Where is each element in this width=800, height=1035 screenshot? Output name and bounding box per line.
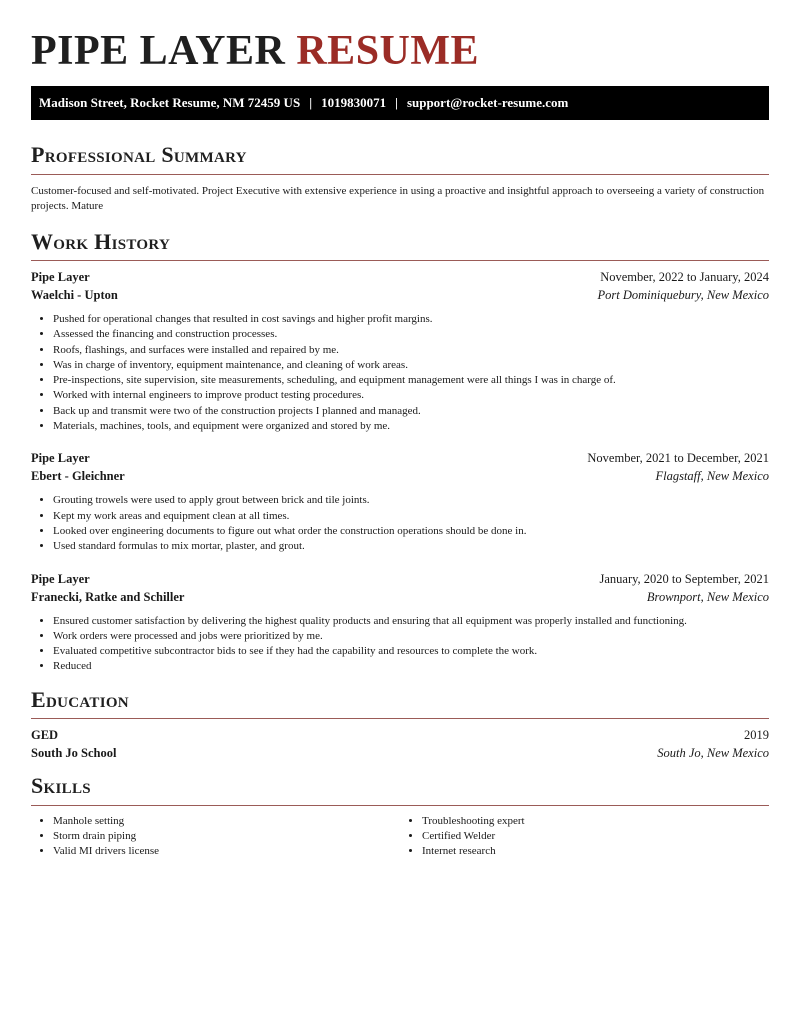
job-bullet: • Reduced xyxy=(53,659,769,674)
job-dates: January, 2020 to September, 2021 xyxy=(599,571,769,586)
education-degree: GED xyxy=(31,728,59,743)
work-history-list xyxy=(31,270,769,675)
job-bullet: • Evaluated competitive subcontractor bids to see if they had the capability and resources to complete the work. xyxy=(53,644,769,659)
contact-bar xyxy=(31,86,769,120)
skills-column-left xyxy=(31,814,400,860)
job-bullet: • Back up and transmit were two of the construction projects I planned and managed. xyxy=(53,404,769,419)
section-divider xyxy=(31,805,769,806)
job-bullets xyxy=(31,493,769,554)
education-heading: Education xyxy=(31,686,129,712)
job-title: Pipe Layer xyxy=(31,571,90,586)
job-location: Port Dominiquebury, New Mexico xyxy=(597,287,769,302)
summary-heading: Professional Summary xyxy=(31,142,247,168)
job-bullet: • Kept my work areas and equipment clean at all times. xyxy=(53,509,769,524)
job-title: Pipe Layer xyxy=(31,451,90,466)
summary-text: Customer-focused and self-motivated. Project Executive with extensive experience in using a proactive and insightful approach to overseeing a variety of construction projects. Mature xyxy=(31,184,765,213)
section-divider xyxy=(31,174,769,175)
job-bullet: • Assessed the financing and construction processes. xyxy=(53,327,769,342)
job-bullet: • Work orders were processed and jobs were prioritized by me. xyxy=(53,629,769,644)
contact-address: Madison Street, Rocket Resume, NM 72459 US xyxy=(39,95,301,111)
contact-separator: | xyxy=(309,95,313,111)
skill-item: • Manhole setting xyxy=(53,814,400,829)
job-bullets xyxy=(31,312,769,434)
job-bullet: • Ensured customer satisfaction by delivering the highest quality products and ensuring that all equipment was properly installed and functioning. xyxy=(53,614,769,629)
skills-list xyxy=(31,814,769,860)
title-main: PIPE LAYER xyxy=(31,28,286,74)
contact-phone[interactable]: 1019830071 xyxy=(321,95,387,111)
skill-item: • Troubleshooting expert xyxy=(422,814,769,829)
job-company: Waelchi - Upton xyxy=(31,287,118,302)
job-dates: November, 2021 to December, 2021 xyxy=(587,451,769,466)
section-divider xyxy=(31,260,769,261)
work-history-heading: Work History xyxy=(31,228,171,254)
job-bullet: • Was in charge of inventory, equipment maintenance, and cleaning of work areas. xyxy=(53,358,769,373)
job-company: Franecki, Ratke and Schiller xyxy=(31,589,185,604)
job-company: Ebert - Gleichner xyxy=(31,469,125,484)
job-location: Flagstaff, New Mexico xyxy=(655,469,769,484)
education-year: 2019 xyxy=(744,728,769,743)
job-bullet: • Worked with internal engineers to improve product testing procedures. xyxy=(53,388,769,403)
job-bullet: • Pre-inspections, site supervision, site measurements, scheduling, and equipment management were all things I was in charge of. xyxy=(53,373,769,388)
skill-item: • Internet research xyxy=(422,844,769,859)
job-entry xyxy=(31,270,769,434)
resume-title xyxy=(31,26,769,74)
education-location: South Jo, New Mexico xyxy=(657,746,769,761)
job-bullet: • Grouting trowels were used to apply grout between brick and tile joints. xyxy=(53,493,769,508)
education-entry xyxy=(31,728,769,761)
job-bullet: • Materials, machines, tools, and equipment were organized and stored by me. xyxy=(53,419,769,434)
job-dates: November, 2022 to January, 2024 xyxy=(600,269,769,284)
skill-item: • Storm drain piping xyxy=(53,829,400,844)
contact-email[interactable]: support@rocket-resume.com xyxy=(406,95,569,111)
contact-separator: | xyxy=(395,95,398,111)
job-entry xyxy=(31,572,769,675)
job-bullet: • Used standard formulas to mix mortar, plaster, and grout. xyxy=(53,539,769,554)
job-bullet: • Looked over engineering documents to figure out what order the construction operations should be done in. xyxy=(53,524,769,539)
job-entry xyxy=(31,451,769,554)
skill-item: • Valid MI drivers license xyxy=(53,844,400,859)
job-bullet: • Roofs, flashings, and surfaces were installed and repaired by me. xyxy=(53,343,769,358)
title-accent: RESUME xyxy=(296,28,480,74)
education-school: South Jo School xyxy=(31,746,117,761)
skills-column-right xyxy=(400,814,769,860)
skill-item: • Certified Welder xyxy=(422,829,769,844)
job-bullet: • Pushed for operational changes that resulted in cost savings and higher profit margins. xyxy=(53,312,769,327)
job-location: Brownport, New Mexico xyxy=(646,589,769,604)
job-title: Pipe Layer xyxy=(31,269,90,284)
skills-heading: Skills xyxy=(31,773,91,799)
job-bullets xyxy=(31,614,769,675)
section-divider xyxy=(31,718,769,719)
